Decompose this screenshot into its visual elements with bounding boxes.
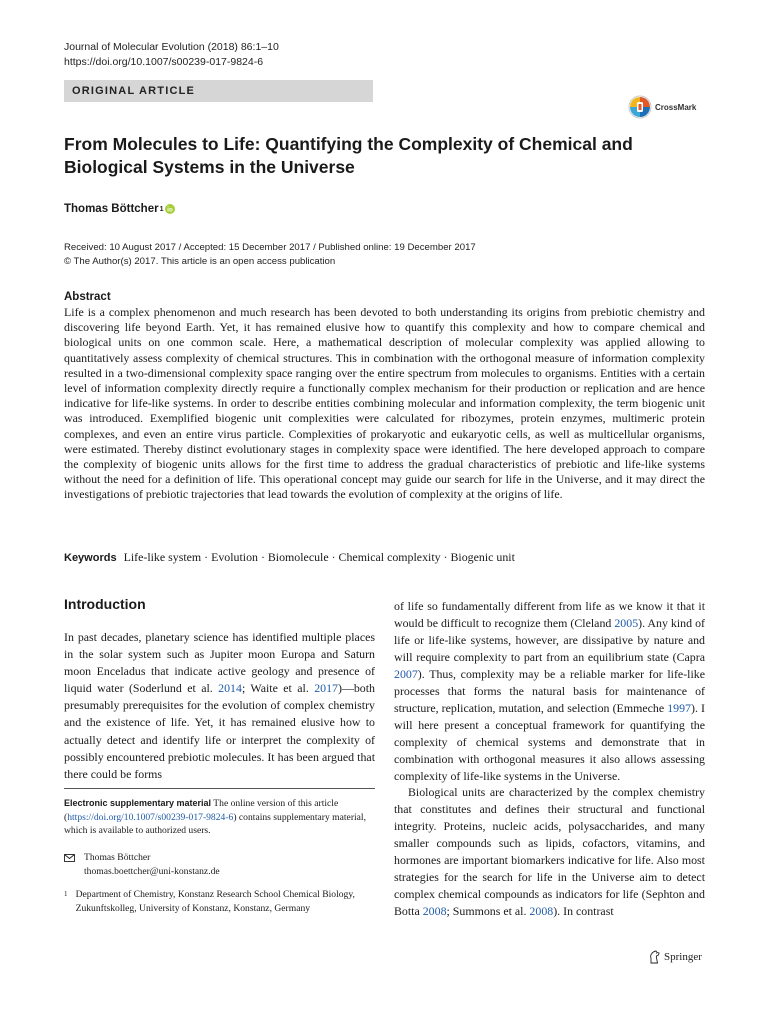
publisher-name: Springer — [664, 951, 702, 963]
abstract-text: Life is a complex phenomenon and much research has been devoted to both understanding its origins from prebiotic chemistry and discovering life beyond Earth. Yet, it has remained elusive how to quantify this complexity and how to compare chemical and biological units on one common scale. Here, a mathematical description of molecular complexity was applied allowing to quantitatively assess complexity of chemical structures. This in combination with the orthogonal measure of information complexity resulted in a two-dimensional complexity space ranging over the entire spectrum from molecules to organisms. Entities with a certain level of information complexity directly require a functionally complex mechanism for their production or replication and are hence indicative for life-like systems. In order to describe entities combining molecular and information complexity, the term biogenic unit was introduced. Exemplified biogenic unit complexities were calculated for ribozymes, protein enzymes, multimeric protein complexes, and even an entire virus particle. Complexities of prokaryotic and eukaryotic cells, as well as multicellular organisms, were estimated. Thereby distinct evolutionary stages in complexity space were identified. The here developed approach to compare the complexity of biogenic units allows for the first time to address the gradual characteristics of prebiotic and life-like systems without the need for a definition of life. This operational concept may guide our search for life in the Universe, and it may direct the investigations of prebiotic trajectories that lead towards the evolution of complexity at the origins of life. — [64, 305, 705, 502]
affiliation-text: Department of Chemistry, Konstanz Research School Chemical Biology, Zukunftskolleg, University of Konstanz, Konstanz, Germany — [75, 889, 355, 914]
publication-dates — [64, 241, 476, 268]
keywords-label: Keywords — [64, 552, 117, 564]
publisher-logo — [648, 950, 702, 964]
springer-horse-icon — [648, 950, 661, 964]
text-run: ). I will here present a conceptual framework for quantifying the complexity of chemical systems and demonstrate that in combination with orthogonal measures it also allows assessing complexity of life-like systems in the Universe. — [394, 700, 705, 783]
citation-link[interactable]: 2007 — [394, 666, 418, 681]
article-type-band: ORIGINAL ARTICLE — [64, 80, 373, 102]
journal-citation: Journal of Molecular Evolution (2018) 86:1–10 — [64, 41, 279, 53]
supplementary-doi-link[interactable]: https://doi.org/10.1007/s00239-017-9824-6 — [67, 811, 234, 823]
keywords — [64, 550, 705, 566]
text-run: In past decades, planetary science has identified multiple places in the solar system such as Jupiter moon Europa and Saturn moon Enceladus that indicate active geology and presence of liquid water (Soderlund et al. — [64, 630, 375, 696]
citation-link[interactable]: 2005 — [614, 615, 639, 630]
affiliation — [64, 888, 375, 915]
footnote-divider — [64, 788, 375, 789]
citation-link[interactable]: 1997 — [667, 700, 691, 715]
esm-label: Electronic supplementary material — [64, 798, 212, 808]
copyright-line: © The Author(s) 2017. This article is an open access publication — [64, 255, 336, 267]
supplementary-material-note — [64, 797, 375, 838]
text-run: ) contains supplementary material, which is available to authorized users. — [64, 811, 366, 836]
contact-details — [84, 851, 220, 878]
crossmark-badge[interactable] — [628, 92, 708, 122]
citation-link[interactable]: 2014 — [218, 681, 242, 696]
crossmark-label: CrossMark — [655, 102, 697, 112]
text-run: ; Summons et al. — [446, 904, 530, 919]
text-run: ; Waite et al. — [241, 681, 315, 696]
dates-line: Received: 10 August 2017 / Accepted: 15 December 2017 / Published online: 19 December 2017 — [64, 242, 476, 253]
contact-row — [64, 851, 375, 878]
corresponding-author — [64, 851, 375, 878]
mail-icon — [64, 851, 84, 878]
text-run: )—both presumably prerequisites for the evolution of complex chemistry and the existence of life. Yet, it has remained elusive how to actually detect and identify life or interpret the complexity of possibly encountered prebiotic molecules. It has been argued that there could be forms — [64, 681, 375, 781]
text-run: ). Any kind of life or life-like systems, however, are dissipative by nature and will require complexity to part from an equilibrium state (Capra — [394, 615, 705, 664]
journal-doi[interactable]: https://doi.org/10.1007/s00239-017-9824-6 — [64, 56, 264, 68]
orcid-icon[interactable] — [165, 204, 175, 214]
keywords-list: Life-like system · Evolution · Biomolecule · Chemical complexity · Biogenic unit — [123, 550, 515, 564]
crossmark-icon — [628, 95, 652, 119]
abstract-heading: Abstract — [64, 291, 111, 303]
intro-paragraph — [394, 598, 705, 784]
author-name[interactable]: Thomas Böttcher — [64, 203, 159, 215]
text-run: The online version of this article ( — [64, 798, 339, 823]
text-run: Biological units are characterized by the complex chemistry that constitutes and defines their structural and functional integrity. Proteins, nucleic acids, polysaccharides, and many smaller compounds such as lipids, cofactors, vitamins, and hormones are important biomarkers indicative for life. Also most strategies for the search for life in the Universe aim to detect complex chemical compounds as indicators for life (Sephton and Botta — [394, 785, 705, 919]
author-affil-mark: 1 — [159, 205, 164, 213]
author-line — [64, 203, 175, 215]
text-run: ). Thus, complexity may be a reliable marker for life-like processes that forms the natural basis for maintenance of structure, replication, mutation, and selection (Emmeche — [394, 666, 705, 715]
text-run: ). In contrast — [553, 904, 614, 919]
article-title: From Molecules to Life: Quantifying the Complexity of Chemical and Biological Systems in the Universe — [64, 134, 633, 177]
contact-email[interactable]: thomas.boettcher@uni-konstanz.de — [84, 865, 220, 877]
introduction-heading: Introduction — [64, 596, 146, 612]
citation-link[interactable]: 2008 — [422, 904, 447, 919]
intro-paragraph — [394, 784, 705, 920]
affiliation-number: 1 — [64, 890, 68, 898]
citation-link[interactable]: 2008 — [529, 904, 554, 919]
intro-paragraph-left — [64, 629, 375, 783]
journal-header — [64, 40, 279, 70]
text-run: of life so fundamentally different from life as we know it that it would be difficult to recognize them (Cleland — [394, 599, 705, 630]
intro-column-right — [394, 598, 705, 920]
citation-link[interactable]: 2017 — [314, 681, 338, 696]
contact-name: Thomas Böttcher — [84, 852, 151, 863]
